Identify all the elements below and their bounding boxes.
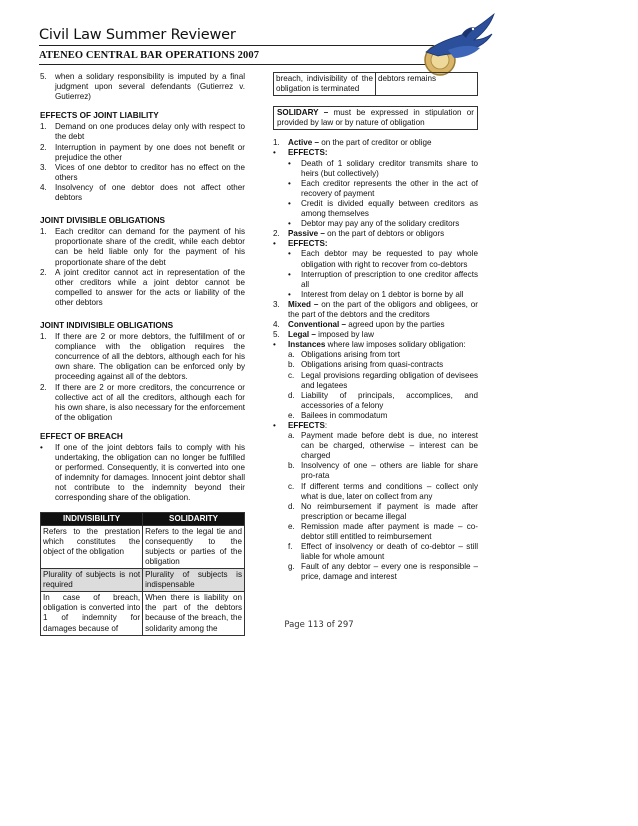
sub-list-item: d. Liability of principals, accomplices, and accessories of a felony — [288, 390, 478, 410]
table-row: Refers to the prestation which constitutes the object of the obligation Refers to the legal tie and consequently to the subjects or parties of the obligation — [41, 525, 245, 568]
list-item: 1. Active – on the part of creditor or oblige — [273, 138, 432, 148]
sub-list-item: a. Obligations arising from tort — [288, 350, 400, 360]
sub-list-item: c. Legal provisions regarding obligation of devisees and legatees — [288, 370, 478, 390]
section-heading-joint-indivisible: JOINT INDIVISIBLE OBLIGATIONS — [40, 320, 174, 330]
list-item: • If one of the joint debtors fails to comply with his undertaking, the obligation can no longer be fulfilled or performed. Consequently, it is converted into one of indemnity for damages. Innocent joint debtor shall not contribute to the indemnity beyond their corresponding share of the obligation. — [40, 443, 245, 503]
left-column — [40, 72, 245, 636]
list-item: 1. If there are 2 or more debtors, the fulfillment of or compliance with the obligation requires the concurrence of all the debtors, although each for his own share. The obligation can be enforced only by proceeding against all of the debtors. — [40, 332, 245, 382]
sub-list-item: e. Remission made after payment is made – co-debtor still entitled to reimbursement — [288, 521, 478, 542]
list-item: • EFFECTS: — [273, 421, 328, 430]
intro-list-item: 5. when a solidary responsibility is imputed by a final judgment upon several defendants (Gutierrez v. Gutierrez) — [40, 72, 245, 102]
sub-list-item: • Interruption of prescription to one creditor affects all — [288, 269, 478, 289]
list-item: • EFFECTS: — [273, 239, 328, 249]
sub-list-item: b. Obligations arising from quasi-contracts — [288, 360, 444, 370]
sub-list-item: • Debtor may pay any of the solidary creditors — [288, 219, 460, 229]
list-item: 4. Conventional – agreed upon by the parties — [273, 320, 445, 330]
section-heading-breach: EFFECT OF BREACH — [40, 431, 123, 441]
list-item: 2. If there are 2 or more creditors, the concurrence or collective act of all the creditors, although each for his own share, is also necessary for the enforcement of the obligation — [40, 382, 245, 422]
solidary-list — [273, 138, 478, 582]
table-row: In case of breach, obligation is converted into 1 of indemnity for damages because of When there is liability on the part of the debtors because of the breach, the solidarity among the — [41, 592, 245, 635]
list-item: 1. Each creditor can demand for the payment of his proportionate share of the credit, while each debtor can be held liable only for the payment of his proportionate share of the debt — [40, 227, 245, 267]
header-rule-top — [39, 45, 434, 46]
list-item: 2. Interruption in payment by one does not benefit or prejudice the other — [40, 142, 245, 162]
sub-list-item: a. Payment made before debt is due, no interest can be charged, otherwise – interest can be charged — [288, 431, 478, 461]
sub-list-item: • Interest from delay on 1 debtor is borne by all — [288, 289, 464, 299]
section-heading-joint-divisible: JOINT DIVISIBLE OBLIGATIONS — [40, 216, 165, 226]
section-heading-joint-liability: EFFECTS OF JOINT LIABILITY — [40, 111, 159, 121]
sub-list-item: g. Fault of any debtor – every one is responsible – price, damage and interest — [288, 562, 478, 582]
sub-list-item: f. Effect of insolvency or death of co-debtor – still liable for whole amount — [288, 542, 478, 562]
table-header: INDIVISIBILITY — [41, 512, 143, 525]
right-column — [273, 72, 478, 583]
list-item: 2. A joint creditor cannot act in representation of the other creditors while a joint debtor cannot be compelled to answer for the acts or liability of the other debtors — [40, 267, 245, 307]
sub-list-item: b. Insolvency of one – others are liable for share pro-rata — [288, 461, 478, 481]
indivisibility-solidarity-table — [40, 512, 245, 636]
list-item: 3. Vices of one debtor to creditor has no effect on the others — [40, 162, 245, 182]
page-number: Page 113 of 297 — [284, 620, 354, 630]
table-row: Plurality of subjects is not required Plurality of subjects is indispensable — [41, 569, 245, 592]
eagle-logo-icon — [418, 12, 498, 78]
list-item: 5. Legal – imposed by law — [273, 330, 374, 340]
sub-list-item: • Each creditor represents the other in the act of recovery of payment — [288, 178, 478, 198]
sub-list-item: d. No reimbursement if payment is made after prescription or became illegal — [288, 501, 478, 521]
list-item: 4. Insolvency of one debtor does not affect other debtors — [40, 182, 245, 203]
sub-list-item: • Credit is divided equally between creditors as among themselves — [288, 198, 478, 219]
list-item: 1. Demand on one produces delay only with respect to the debt — [40, 122, 245, 142]
list-item: 2. Passive – on the part of debtors or obligors — [273, 229, 445, 239]
table-continuation — [273, 72, 478, 96]
list-item: • EFFECTS: — [273, 148, 328, 158]
sub-list-item: • Each debtor may be requested to pay whole obligation with right to recover from co-debtors — [288, 249, 478, 269]
sub-list-item: c. If different terms and conditions – collect only what is due, later on collect from any — [288, 481, 478, 501]
solidary-definition-box: SOLIDARY – must be expressed in stipulation or provided by law or by nature of obligation — [273, 106, 478, 130]
header-rule-bottom — [39, 64, 434, 65]
list-item: 3. Mixed – on the part of the obligors and obligees, or the part of the debtors and the creditors — [273, 299, 478, 319]
sub-list-item: e. Bailees in commodatum — [288, 410, 388, 420]
sub-list-item: • Death of 1 solidary creditor transmits share to heirs (but collectively) — [288, 158, 478, 178]
table-header: SOLIDARITY — [143, 512, 245, 525]
header-subtitle: ATENEO CENTRAL BAR OPERATIONS 2007 — [39, 50, 260, 61]
table-row: breach, indivisibility of the obligation is terminated debtors remains — [274, 73, 478, 96]
reviewer-title: Civil Law Summer Reviewer — [39, 27, 236, 43]
list-item: • Instances where law imposes solidary obligation: — [273, 340, 466, 350]
